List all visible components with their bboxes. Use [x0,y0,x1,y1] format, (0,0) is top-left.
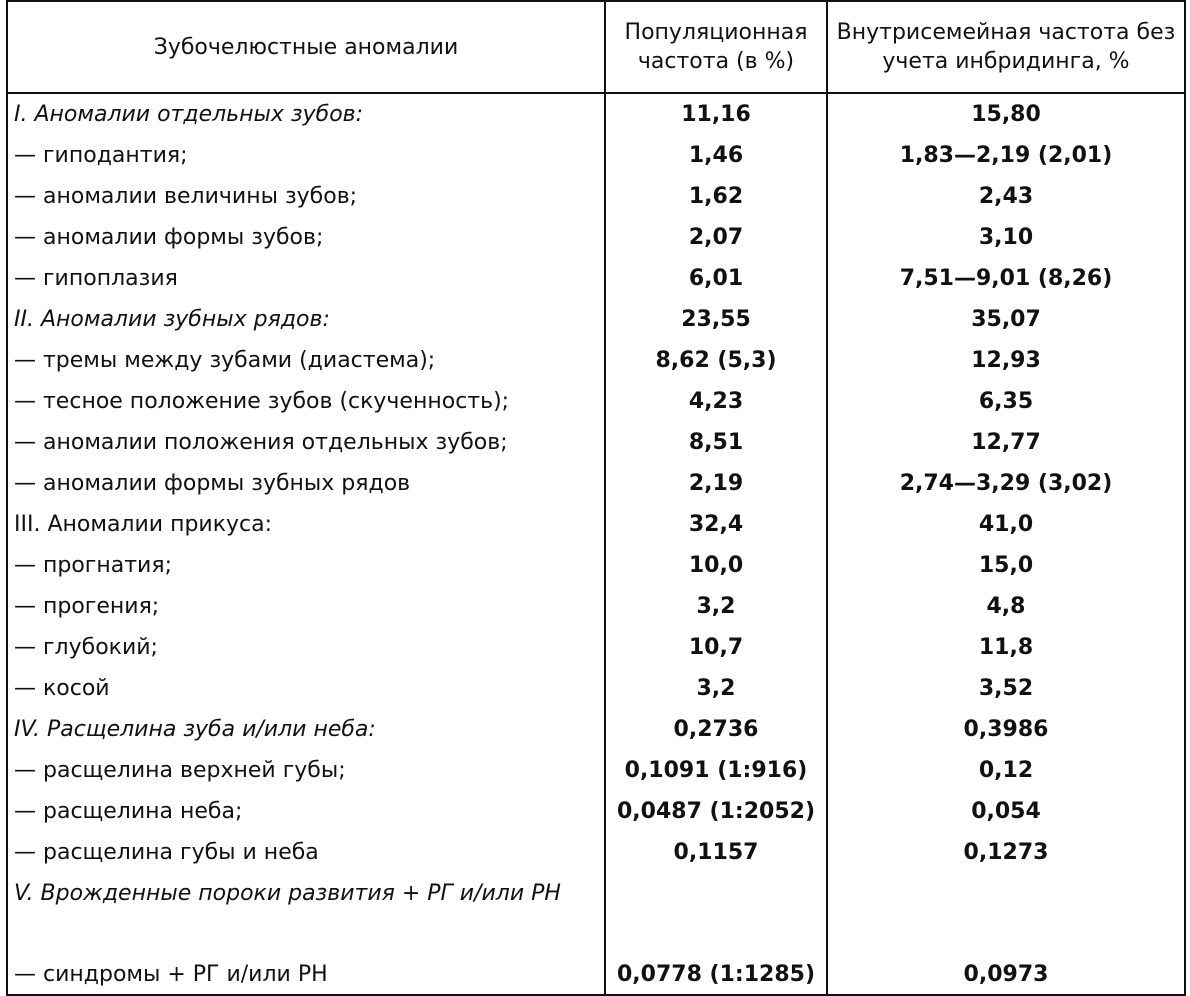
row-label: — аномалии положения отдельных зубов; [7,422,605,463]
family-value: 4,8 [827,586,1185,627]
family-value: 12,93 [827,340,1185,381]
table-row [7,381,1185,422]
family-value: 35,07 [827,299,1185,340]
family-value: 15,80 [827,93,1185,135]
row-label: — расщелина губы и неба [7,832,605,873]
population-value: 11,16 [605,93,827,135]
family-value: 0,054 [827,791,1185,832]
row-label: — косой [7,668,605,709]
table-row [7,135,1185,176]
population-value: 0,0778 (1:1285) [605,954,827,995]
table-row [7,954,1185,995]
table-row [7,668,1185,709]
population-value: 2,07 [605,217,827,258]
family-value: 3,52 [827,668,1185,709]
family-value: 0,0973 [827,954,1185,995]
population-value: 3,2 [605,586,827,627]
population-value: 0,1157 [605,832,827,873]
row-label: — расщелина верхней губы; [7,750,605,791]
population-value: 0,2736 [605,709,827,750]
table-row [7,299,1185,340]
table-row [7,586,1185,627]
row-label: — тремы между зубами (диастема); [7,340,605,381]
family-value: 2,43 [827,176,1185,217]
population-value: 23,55 [605,299,827,340]
row-label: I. Аномалии отдельных зубов: [7,93,605,135]
population-value: 0,0487 (1:2052) [605,791,827,832]
population-value: 32,4 [605,504,827,545]
table-row [7,873,1185,954]
family-value: 0,3986 [827,709,1185,750]
population-value: 3,2 [605,668,827,709]
family-value: 0,1273 [827,832,1185,873]
table-row [7,93,1185,135]
family-value: 3,10 [827,217,1185,258]
row-label: — синдромы + РГ и/или РН [7,954,605,995]
population-value: 0,1091 (1:916) [605,750,827,791]
family-value: 7,51—9,01 (8,26) [827,258,1185,299]
header-family-frequency: Внутрисемейная частота без учета инбридинга, % [827,1,1185,93]
table-row [7,627,1185,668]
row-label: — аномалии величины зубов; [7,176,605,217]
row-label: — тесное положение зубов (скученность); [7,381,605,422]
family-value: 0,12 [827,750,1185,791]
row-label: — прогения; [7,586,605,627]
table-row [7,340,1185,381]
row-label: V. Врожденные пороки развития + РГ и/или РН [7,873,605,954]
table-row [7,750,1185,791]
population-value: 8,62 (5,3) [605,340,827,381]
table-body [7,93,1185,995]
table-row [7,791,1185,832]
header-anomalies: Зубочелюстные аномалии [7,1,605,93]
population-value: 10,7 [605,627,827,668]
row-label: II. Аномалии зубных рядов: [7,299,605,340]
family-value [827,873,1185,954]
population-value: 1,62 [605,176,827,217]
population-value [605,873,827,954]
row-label: — прогнатия; [7,545,605,586]
table-row [7,463,1185,504]
family-value: 15,0 [827,545,1185,586]
table-row [7,832,1185,873]
row-label: — аномалии формы зубов; [7,217,605,258]
table-header [7,1,1185,93]
family-value: 11,8 [827,627,1185,668]
table-row [7,422,1185,463]
population-value: 4,23 [605,381,827,422]
table-row [7,545,1185,586]
family-value: 1,83—2,19 (2,01) [827,135,1185,176]
population-value: 2,19 [605,463,827,504]
family-value: 41,0 [827,504,1185,545]
table-row [7,217,1185,258]
header-row [7,1,1185,93]
row-label: — гипоплазия [7,258,605,299]
row-label: — гиподантия; [7,135,605,176]
family-value: 2,74—3,29 (3,02) [827,463,1185,504]
row-label: IV. Расщелина зуба и/или неба: [7,709,605,750]
population-value: 10,0 [605,545,827,586]
row-label: — расщелина неба; [7,791,605,832]
family-value: 12,77 [827,422,1185,463]
table-row [7,258,1185,299]
table-row [7,709,1185,750]
table-row [7,176,1185,217]
header-population-frequency: Популяционная частота (в %) [605,1,827,93]
population-value: 1,46 [605,135,827,176]
table-row [7,504,1185,545]
row-label: III. Аномалии прикуса: [7,504,605,545]
population-value: 6,01 [605,258,827,299]
table-container [6,0,1184,996]
anomalies-table [6,0,1186,996]
row-label: — аномалии формы зубных рядов [7,463,605,504]
row-label: — глубокий; [7,627,605,668]
population-value: 8,51 [605,422,827,463]
family-value: 6,35 [827,381,1185,422]
